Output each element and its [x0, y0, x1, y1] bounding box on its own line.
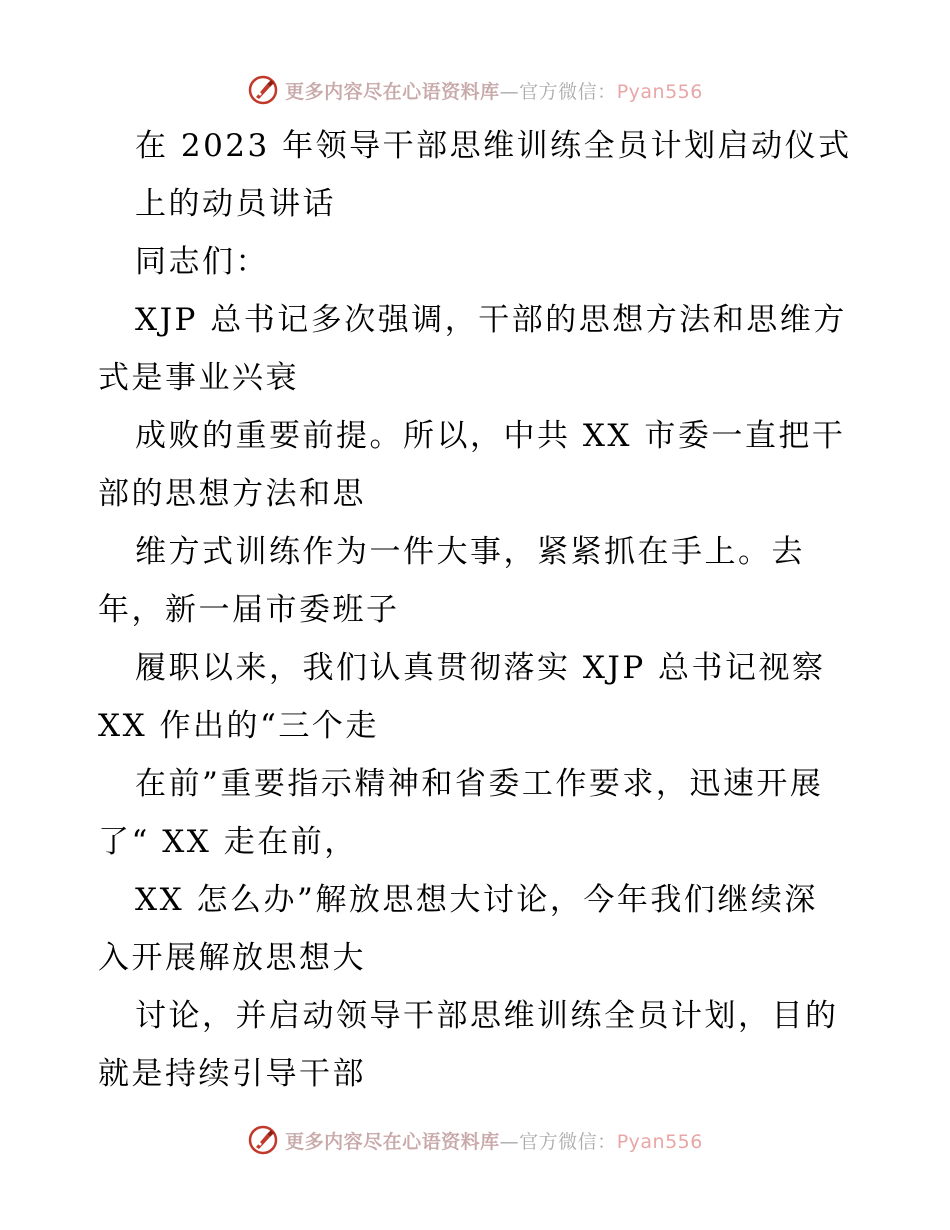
document-title-line-1: 在 2023 年领导干部思维训练全员计划启动仪式 — [135, 128, 852, 164]
watermark-site-name: 更多内容尽在心语资料库 — [285, 80, 500, 103]
watermark-text — [285, 77, 703, 104]
body-line-7: 履职以来，我们认真贯彻落实 XJP 总书记视察 — [135, 650, 826, 686]
watermark-text — [285, 1127, 703, 1154]
body-line-6: 年，新一届市委班子 — [98, 592, 400, 628]
document-title-line-2: 上的动员讲话 — [135, 186, 336, 222]
watermark-wechat-id: Pyan556 — [616, 1130, 703, 1153]
pen-nib-circle-icon — [247, 1124, 279, 1156]
watermark-wechat-id: Pyan556 — [616, 80, 703, 103]
watermark-site-name: 更多内容尽在心语资料库 — [285, 1130, 500, 1153]
body-line-11: XX 怎么办”解放思想大讨论，今年我们继续深 — [135, 882, 818, 918]
body-line-14: 就是持续引导干部 — [98, 1056, 366, 1092]
body-line-8: XX 作出的“三个走 — [98, 708, 379, 744]
body-line-12: 入开展解放思想大 — [98, 940, 366, 976]
body-line-2: 式是事业兴衰 — [98, 360, 299, 396]
body-line-13: 讨论，并启动领导干部思维训练全员计划，目的 — [135, 998, 839, 1034]
body-line-3: 成败的重要前提。所以，中共 XX 市委一直把干 — [135, 418, 846, 454]
body-line-9: 在前”重要指示精神和省委工作要求，迅速开展 — [135, 766, 824, 802]
header-watermark — [0, 70, 950, 110]
footer-watermark — [0, 1120, 950, 1160]
watermark-wechat-label: —官方微信： — [499, 1130, 617, 1153]
body-line-10: 了“ XX 走在前， — [98, 824, 358, 860]
salutation: 同志们： — [135, 244, 269, 280]
body-line-5: 维方式训练作为一件大事，紧紧抓在手上。去 — [135, 534, 805, 570]
pen-nib-circle-icon — [247, 74, 279, 106]
watermark-wechat-label: —官方微信： — [499, 80, 617, 103]
body-line-4: 部的思想方法和思 — [98, 476, 366, 512]
body-line-1: XJP 总书记多次强调，干部的思想方法和思维方 — [135, 302, 847, 338]
